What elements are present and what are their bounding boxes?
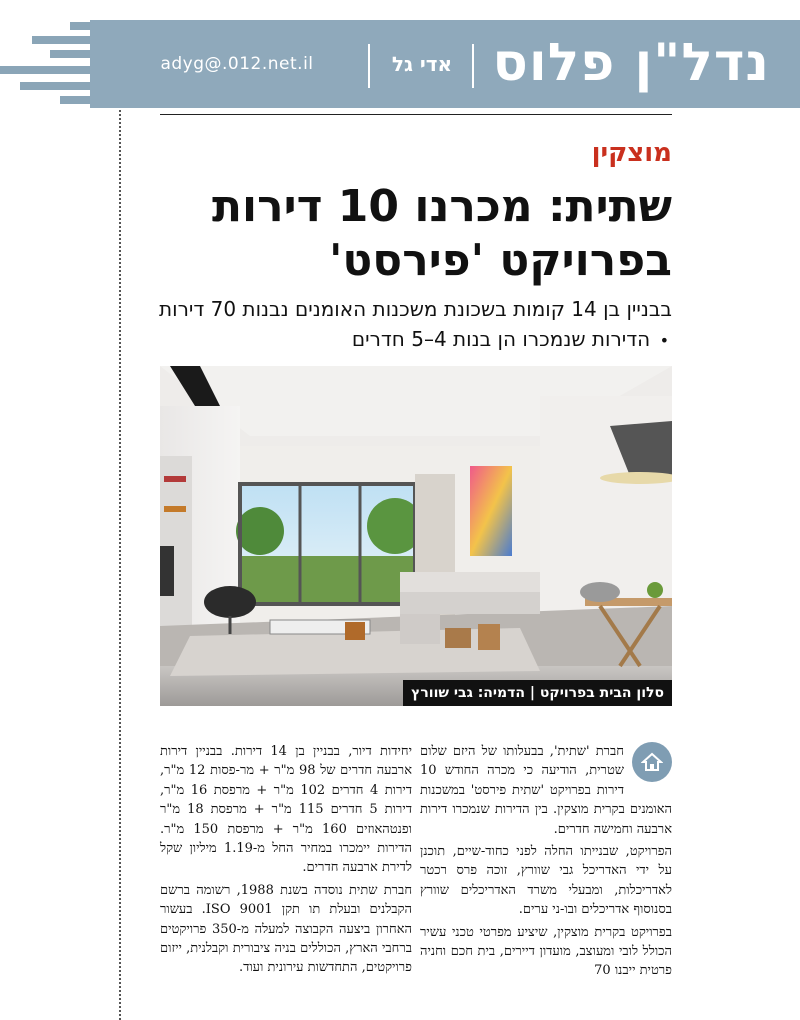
subhead-part-1: בבניין בן 14 קומות בשכונת משכנות האומנים נבנות 70 דירות bbox=[158, 297, 672, 321]
column-title: נדל"ן פלוס bbox=[492, 33, 770, 93]
article-headline: שתית: מכרנו 10 דירות בפרויקט 'פירסט' bbox=[212, 181, 672, 286]
article-column-right bbox=[420, 742, 672, 984]
body-paragraph: חברת שתית נוסדה בשנת 1988, רשומה ברשם הקבלנים ובעלת תו תקן ISO 9001. בעשור האחרון ביצעה הקבוצה למעלה מ-350 פרויקטים ברחבי הארץ, הכוללים בניה ציבורית וקבלנית, ייזום פרויקטים, התחדשות עירונית ועוד. bbox=[160, 882, 413, 976]
subhead-bullet: • bbox=[659, 331, 669, 350]
header-divider bbox=[472, 44, 474, 88]
house-icon bbox=[632, 742, 672, 782]
header-divider bbox=[368, 44, 370, 88]
author-name: אדי גל bbox=[391, 52, 453, 76]
body-paragraph: חברת 'שתית', בבעלותו של היזם שלום שטרית, הודיעה כי מכרה החודש 10 דירות בפרויקט 'שתית פירסט' במשכנות האומנים בקרית מוצקין. בין הדירות שנמכרו דירות ארבעה וחמישה חדרים. bbox=[420, 744, 672, 837]
body-paragraph: בפרויקט בקרית מוצקין, שיציע מפרטי טכני עשיר הכולל לובי ומעוצב, מועדון דיירים, בית חכם וחניה פרטית ייבנו 70 bbox=[420, 924, 672, 979]
photo-caption: סלון הבית בפרויקט | הדמיה: גבי שוורץ bbox=[403, 680, 672, 706]
article-subhead bbox=[152, 294, 672, 356]
margin-dotted-rule bbox=[119, 90, 121, 1020]
house-icon-glyph bbox=[641, 751, 663, 773]
author-email[interactable]: adyg@.012.net.il bbox=[160, 54, 314, 74]
column-header-band bbox=[90, 20, 800, 108]
body-paragraph: הפרויקט, שבנייתו החלה לפני כחוד-שיים, תוכנן על ידי האדריכל גבי שוורץ, זוכה פרס רכטר לאדריכלות, ומבעלי משרד האדריכלים שוורץ בסנוסוף אדריכלים ובו-ני ערים. bbox=[420, 844, 672, 918]
top-rule bbox=[160, 114, 672, 115]
body-paragraph: יחידות דיור, בבניין בן 14 דירות. בבניין דירות ארבעה חדרים של 98 מ"ר + מר-פסות 12 מ"ר, דירות 4 חדרים 102 מ"ר + מרפסת 16 מ"ר, דירות 5 חדרים 115 מ"ר + מרפסת 18 מ"ר ופנטהאוזים 160 מ"ר + מרפסת 150 מ"ר. הדירות יימכרו במחיר החל מ-1.19 מיליון שקל לדירת ארבעה חדרים. bbox=[160, 744, 412, 876]
living-room-rendering bbox=[160, 366, 672, 706]
article-photo bbox=[160, 366, 672, 706]
article-column-left bbox=[160, 742, 412, 981]
article-kicker: מוצקין bbox=[591, 138, 672, 168]
subhead-part-2: הדירות שנמכרו הן בנות 4–5 חדרים bbox=[351, 327, 651, 351]
